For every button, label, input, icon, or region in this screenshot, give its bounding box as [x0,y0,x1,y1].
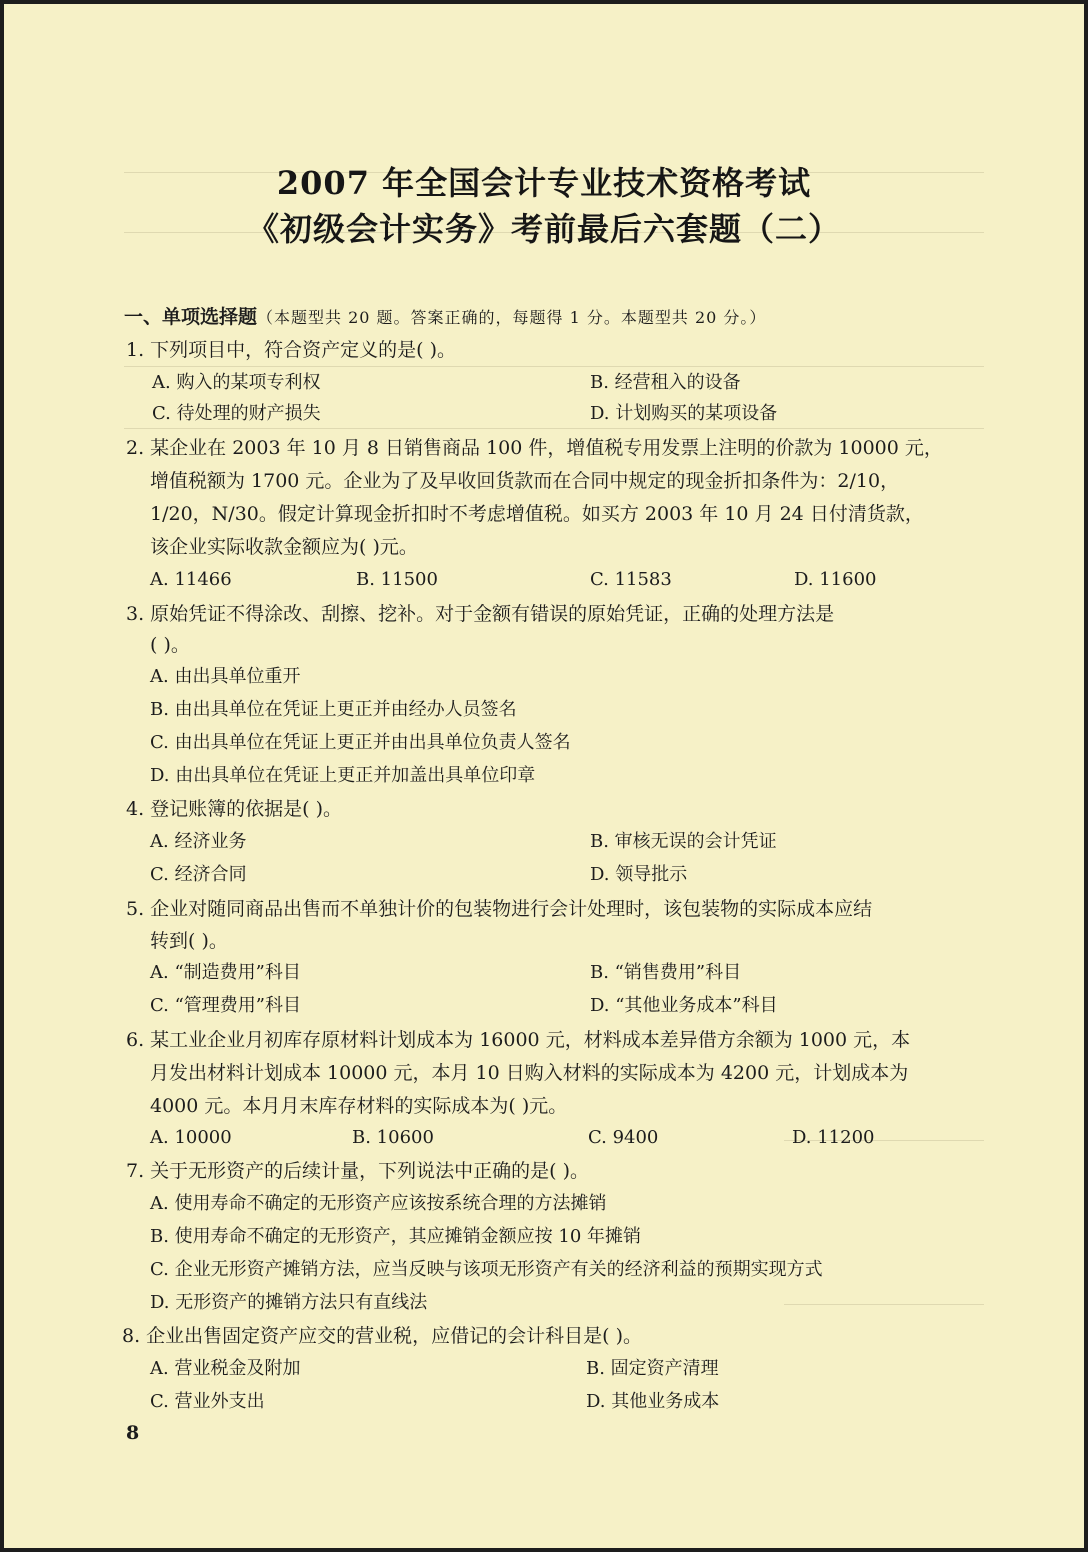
q1-option-c: C. 待处理的财产损失 [152,403,321,424]
question-6-stem-3: 4000 元。本月月末库存材料的实际成本为( )元。 [150,1095,568,1117]
question-6-stem-2: 月发出材料计划成本 10000 元，本月 10 日购入材料的实际成本为 4200 元，计划成本为 [150,1062,909,1084]
question-8-stem: 8. 企业出售固定资产应交的营业税，应借记的会计科目是( )。 [122,1325,643,1347]
q7-option-a: A. 使用寿命不确定的无形资产应该按系统合理的方法摊销 [150,1193,607,1214]
q2-option-a: A. 11466 [150,569,232,590]
q8-option-d: D. 其他业务成本 [586,1391,720,1412]
q1-option-d: D. 计划购买的某项设备 [590,403,778,424]
q2-option-c: C. 11583 [590,569,672,590]
q7-option-b: B. 使用寿命不确定的无形资产，其应摊销金额应按 10 年摊销 [150,1226,642,1247]
q5-option-a: A. “制造费用”科目 [150,962,301,983]
q4-option-a: A. 经济业务 [150,831,247,852]
q8-option-a: A. 营业税金及附加 [150,1358,301,1379]
q5-option-d: D. “其他业务成本”科目 [590,995,778,1016]
section-heading [124,302,766,329]
question-2-stem-4: 该企业实际收款金额应为( )元。 [150,536,418,558]
question-2-stem-2: 增值税额为 1700 元。企业为了及早收回货款而在合同中规定的现金折扣条件为：2/10， [150,470,900,492]
q7-option-c: C. 企业无形资产摊销方法，应当反映与该项无形资产有关的经济利益的预期实现方式 [150,1259,823,1280]
exam-subtitle: 《初级会计实务》考前最后六套题（二） [246,210,841,248]
q7-option-d: D. 无形资产的摊销方法只有直线法 [150,1292,428,1313]
q6-option-b: B. 10600 [352,1127,434,1148]
q2-option-d: D. 11600 [794,569,877,590]
question-6-stem-1: 6. 某工业企业月初库存原材料计划成本为 16000 元，材料成本差异借方余额为 1000 元，本 [126,1029,911,1051]
section-note: （本题型共 20 题。答案正确的，每题得 1 分。本题型共 20 分。） [257,308,767,327]
q5-option-b: B. “销售费用”科目 [590,962,742,983]
question-4-stem: 4. 登记账簿的依据是( )。 [126,798,343,820]
question-5-stem-2: 转到( )。 [150,930,228,952]
q8-option-c: C. 营业外支出 [150,1391,265,1412]
q6-option-c: C. 9400 [588,1127,659,1148]
question-2-stem-1: 2. 某企业在 2003 年 10 月 8 日销售商品 100 件，增值税专用发票上注明的价款为 10000 元， [126,437,943,459]
q4-option-c: C. 经济合同 [150,864,247,885]
question-3-stem-2: ( )。 [150,634,190,656]
section-title: 一、单项选择题 [124,306,258,328]
q5-option-c: C. “管理费用”科目 [150,995,301,1016]
q8-option-b: B. 固定资产清理 [586,1358,719,1379]
q3-option-a: A. 由出具单位重开 [150,666,301,687]
question-5-stem-1: 5. 企业对随同商品出售而不单独计价的包装物进行会计处理时，该包装物的实际成本应结 [126,898,873,920]
q3-option-c: C. 由出具单位在凭证上更正并由出具单位负责人签名 [150,732,571,753]
exam-title: 2007 年全国会计专业技术资格考试 [276,164,812,202]
q1-option-a: A. 购入的某项专利权 [152,372,321,393]
q2-option-b: B. 11500 [356,569,438,590]
page-number: 8 [126,1422,140,1444]
question-3-stem-1: 3. 原始凭证不得涂改、刮擦、挖补。对于金额有错误的原始凭证，正确的处理方法是 [126,603,835,625]
question-1-stem: 1. 下列项目中，符合资产定义的是( )。 [126,339,457,361]
scanned-page [4,4,1084,1548]
q1-option-b: B. 经营租入的设备 [590,372,741,393]
q6-option-d: D. 11200 [792,1127,875,1148]
q3-option-b: B. 由出具单位在凭证上更正并由经办人员签名 [150,699,517,720]
question-7-stem: 7. 关于无形资产的后续计量，下列说法中正确的是( )。 [126,1160,590,1182]
q4-option-d: D. 领导批示 [590,864,688,885]
q4-option-b: B. 审核无误的会计凭证 [590,831,777,852]
question-2-stem-3: 1/20，N/30。假定计算现金折扣时不考虑增值税。如买方 2003 年 10 月 24 日付清货款， [150,503,924,525]
q3-option-d: D. 由出具单位在凭证上更正并加盖出具单位印章 [150,765,536,786]
q6-option-a: A. 10000 [150,1127,232,1148]
